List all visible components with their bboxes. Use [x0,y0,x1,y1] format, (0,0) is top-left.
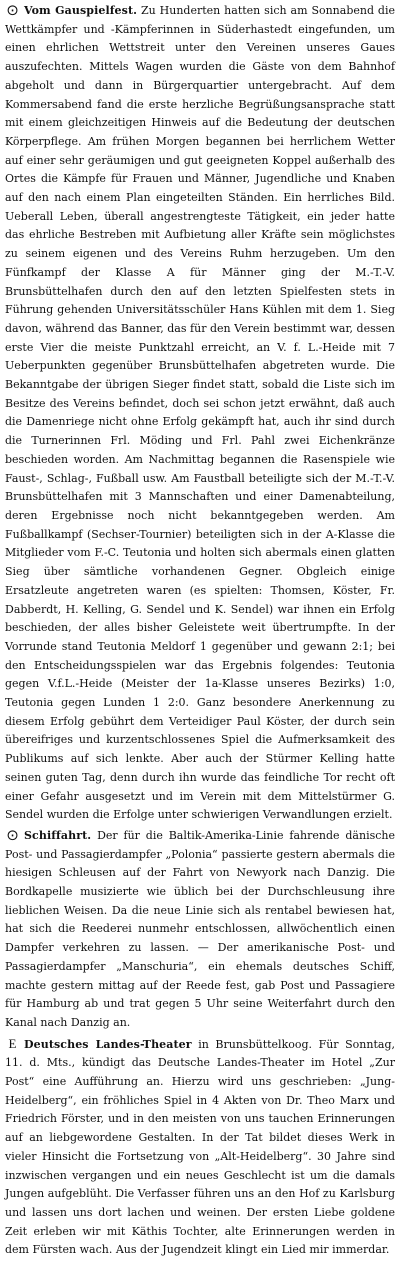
article-landes-theater [5,1035,395,1260]
article-heading: Vom Gauspielfest. [24,4,138,17]
article-heading: Schiffahrt. [24,828,92,842]
letter-e-marker: E [8,1035,17,1051]
article-body: in Brunsbüttelkoog. Für Sonntag, 11. d. Mts., kündigt das Deutsche Landes-Theater im Hotel „Zur Post“ eine Aufführung an. Hierzu wird uns geschrieben: „Jung-Heidelberg“, ein fröhliches Spiel in 4 Akten von Dr. Theo Marx und Friedrich Förster, und in den meisten von uns tauchen Erinnerungen auf an liebgewordene Gestalten. In der Tat bildet dieses Werk in vieler Hinsicht die Fortsetzung von „Alt-Heidelberg“. 30 Jahre sind inzwischen vergangen und ein neues Geschlecht ist um die damals Jungen aufgeblüht. Die Verfasser führen uns an den Hof zu Karlsburg und lassen uns dort lachen und weinen. Der ersten Liebe goldene Zeit erleben wir mit Käthis Tochter, alte Erinnerungen werden in dem Fürsten wach. Aus der Jugendzeit klingt ein Lied mir immerdar. [5,1037,395,1257]
article-schiffahrt [5,827,395,1033]
article-body: Der für die Baltik-Amerika-Linie fahrende dänische Post- und Passagierdampfer „Polonia“ passierte gestern abermals die hiesigen Schleusen auf der Fahrt von Newyork nach Danzig. Die Bordkapelle musizierte wie üblich bei der Durchschleusung ihre lieblichen Weisen. Da die neue Linie sich als rentabel bewiesen hat, hat sich die Reederei nunmehr entschlossen, allwöchentlich einen Dampfer verkehren zu lassen. — Der amerikanische Post- und Passagierdampfer „Manschuria“, ein ehemals deutsches Schiff, machte gestern mittag auf der Reede fest, gab Post und Passagiere für Hamburg ab und trat gegen 5 Uhr seine Weiterfahrt durch den Kanal nach Danzig an. [5,828,395,1029]
article-body: Zu Hunderten hatten sich am Sonnabend die Wettkämpfer und -Kämpferinnen in Süderhastedt eingefunden, um einen ehrlichen Wettstreit unter den Vereinen unseres Gaues auszufechten. Mittels Wagen wurden die Gäste von dem Bahnhof abgeholt und dann in Bürgerquartier untergebracht. Auf dem Kommersabend fand die erste herzliche Begrüßungsansprache statt mit einem gleichzeitigen Hinweis auf die Bedeutung der deutschen Körperpflege. Am frühen Morgen begannen bei herrlichem Wetter auf einer sehr geräumigen und gut geeigneten Koppel außerhalb des Ortes die Kämpfe für Frauen und Männer, Jugendliche und Knaben auf den nach einem Plan eingeteilten Ständen. Ein herrliches Bild. Ueberall Leben, überall angestrengteste Tätigkeit, ein jeder hatte das ehrliche Bestreben mit Aufbietung aller Kräfte sein möglichstes zu seinem eigenen und des Vereins Ruhm herzugeben. Um den Fünfkampf der Klasse A für Männer ging der M.-T.-V. Brunsbüttelhafen durch den auf den letzten Spielfesten stets in Führung gehenden Universitätsschüler Hans Kühlen mit dem 1. Sieg davon, während das Banner, das für den Verein bestimmt war, dessen erste Vier die meiste Punktzahl erreicht, an V. f. L.-Heide mit 7 Ueberpunkten gegenüber Brunsbüttelhafen abgetreten wurde. Die Bekanntgabe der übrigen Sieger findet statt, sobald die Liste sich im Besitze des Vereins befindet, doch sei schon jetzt erwähnt, daß auch die Damenriege nicht ohne Erfolg gekämpft hat, auch ihr sind durch die Turnerinnen Frl. Möding und Frl. Pahl zwei Eichenkränze beschieden worden. Am Nachmittag begannen die Rasenspiele wie Faust-, Schlag-, Fußball usw. Am Faustball beteiligte sich der M.-T.-V. Brunsbüttelhafen mit 3 Mannschaften und einer Damenabteilung, deren Ergebnisse noch nicht bekanntgegeben werden. Am Fußballkampf (Sechser-Tournier) beteiligten sich in der A-Klasse die Mitglieder vom F.-C. Teutonia und holten sich abermals einen glatten Sieg über sämtliche vorhandenen Gegner. Obgleich einige Ersatzleute angetreten waren (es spielten: Thomsen, Köster, Fr. Dabberdt, H. Kelling, G. Sendel und K. Sendel) war ihnen ein Erfolg beschieden, der alles bisher Geleistete weit übertrumpfte. In der Vorrunde stand Teutonia Meldorf 1 gegenüber und gewann 2:1; bei den Entscheidungsspielen war das Ergebnis folgendes: Teutonia gegen V.f.L.-Heide (Meister der 1a-Klasse unseres Bezirks) 1:0, Teutonia gegen Lunden 1 2:0. Ganz besondere Anerkennung zu diesem Erfolg gebührt dem Verteidiger Paul Köster, der durch sein übereifriges und kurzentschlossenes Spiel die Aufmerksamkeit des Publikums auf sich lenkte. Aber auch der Stürmer Kelling hatte seinen guten Tag, denn durch ihn wurde das feindliche Tor recht oft einer Gefahr ausgesetzt und im Verein mit dem Mittelstürmer G. Sendel wurden die Erfolge unter schwierigen Verwandlungen erzielt. [5,4,396,822]
circle-dot-icon: ⊙ [6,825,19,844]
article-gauspielfest [5,2,395,825]
circle-dot-icon: ⊙ [6,1,19,19]
article-heading: Deutsches Landes-Theater [24,1037,192,1051]
